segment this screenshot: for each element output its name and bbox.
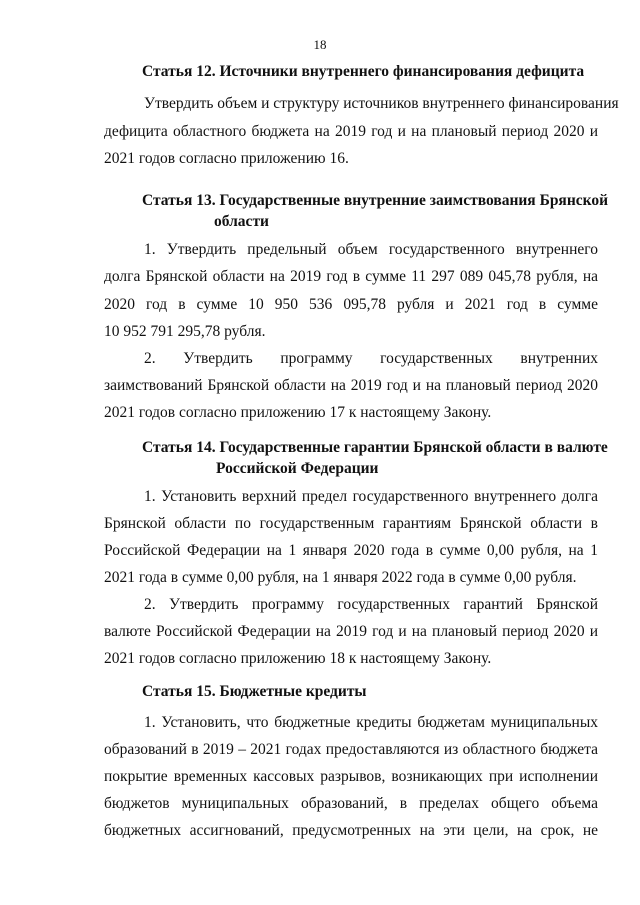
article-13-heading — [142, 190, 608, 232]
article-14-line: 2021 года в сумме 0,00 рубля, на 1 января 2022 года в сумме 0,00 рубля. — [104, 569, 577, 586]
article-12-line: Утвердить объем и структуру источников внутреннего финансирования — [144, 95, 619, 112]
heading-line: Российской Федерации — [216, 460, 379, 477]
heading-line: Статья 12. Источники внутреннего финансирования дефицита — [142, 63, 585, 80]
article-13-line: 1. Утвердить предельный объем государственного внутреннего — [144, 241, 598, 258]
article-12-line: дефицита областного бюджета на 2019 год и на плановый период 2020 и — [104, 123, 598, 140]
article-14-line: валюте Российской Федерации на 2019 год и на плановый период 2020 и — [104, 623, 598, 640]
article-14-line: Российской Федерации на 1 января 2020 года в сумме 0,00 рубля, на 1 — [104, 542, 598, 559]
article-14-line: 2. Утвердить программу государственных гарантий Брянской — [144, 596, 598, 613]
article-13-line: 2020 год в сумме 10 950 536 095,78 рубля и 2021 год в сумме — [104, 296, 598, 313]
article-12-line: 2021 годов согласно приложению 16. — [104, 150, 349, 167]
article-14-heading — [142, 437, 608, 479]
article-13-line: 2. Утвердить программу государственных внутренних — [144, 350, 598, 367]
article-13-line: 10 952 791 295,78 рубля. — [104, 323, 266, 340]
article-13-line: долга Брянской области на 2019 год в сумме 11 297 089 045,78 рубля, на — [104, 268, 598, 285]
article-12-heading — [142, 61, 584, 82]
page-number: 18 — [313, 37, 327, 52]
article-13-line: 2021 годов согласно приложению 17 к настоящему Закону. — [104, 404, 492, 421]
article-14-line: Брянской области по государственным гарантиям Брянской области в — [104, 515, 598, 532]
heading-line: области — [214, 213, 269, 230]
heading-line: Статья 15. Бюджетные кредиты — [142, 683, 367, 700]
article-13-line: заимствований Брянской области на 2019 год и на плановый период 2020 — [104, 377, 598, 394]
article-14-line: 1. Установить верхний предел государственного внутреннего долга — [144, 488, 598, 505]
article-15-line: бюджетов муниципальных образований, в пределах общего объема — [104, 795, 598, 812]
article-15-line: покрытие временных кассовых разрывов, возникающих при исполнении — [104, 768, 598, 785]
heading-line: Статья 14. Государственные гарантии Брянской области в валюте — [142, 439, 608, 456]
article-15-line: бюджетных ассигнований, предусмотренных на эти цели, на срок, не — [104, 822, 598, 839]
article-15-line: образований в 2019 – 2021 годах предоставляются из областного бюджета — [104, 741, 598, 758]
heading-line: Статья 13. Государственные внутренние заимствования Брянской — [142, 192, 609, 209]
article-15-line: 1. Установить, что бюджетные кредиты бюджетам муниципальных — [144, 714, 598, 731]
article-14-line: 2021 годов согласно приложению 18 к настоящему Закону. — [104, 650, 492, 667]
article-15-heading — [142, 681, 367, 702]
